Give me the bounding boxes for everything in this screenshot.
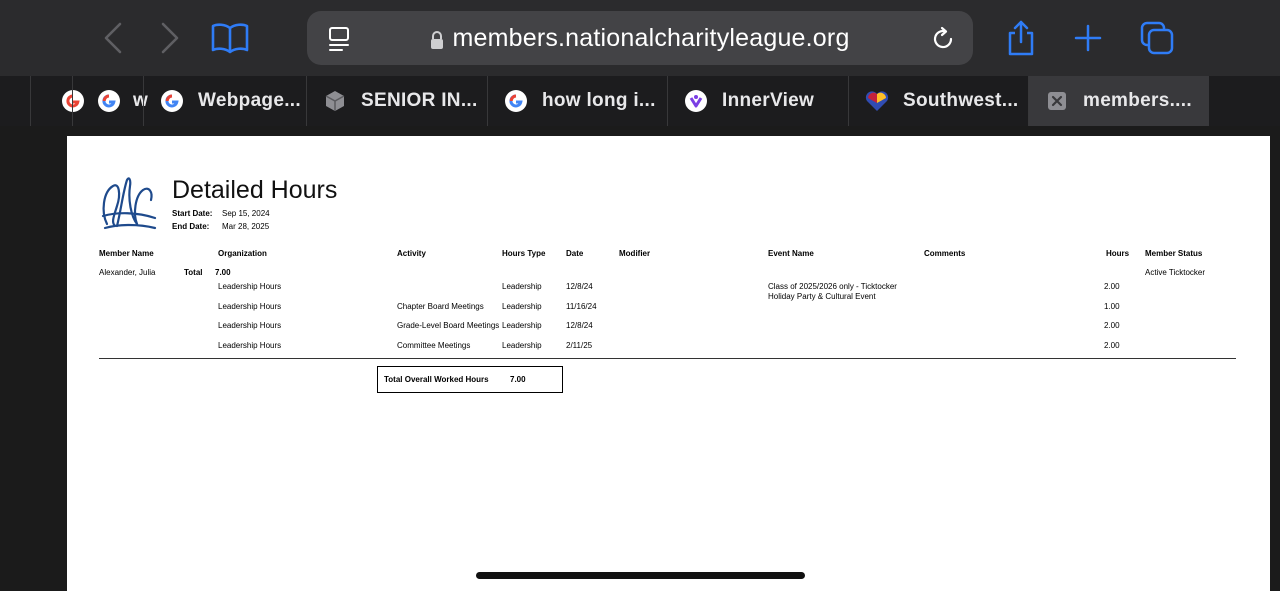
col-header-member-status: Member Status xyxy=(1145,249,1203,258)
tab-innerview[interactable] xyxy=(667,76,848,126)
overall-total-value: 7.00 xyxy=(510,375,526,384)
row-hours: 2.00 xyxy=(1104,341,1120,350)
back-button[interactable] xyxy=(95,20,131,56)
end-date-label: End Date: xyxy=(172,222,210,231)
col-header-comments: Comments xyxy=(924,249,966,258)
browser-toolbar xyxy=(0,0,1280,76)
table-divider xyxy=(99,358,1236,359)
share-icon xyxy=(1006,19,1036,57)
row-event-name-cont: Holiday Party & Cultural Event xyxy=(768,292,876,301)
book-icon xyxy=(210,22,250,54)
tab-how-long[interactable] xyxy=(487,76,667,126)
tab-label: SENIOR IN... xyxy=(361,90,478,111)
row-organization: Leadership Hours xyxy=(218,341,282,350)
row-event-name: Class of 2025/2026 only - Ticktocker xyxy=(768,282,897,291)
row-date: 12/8/24 xyxy=(566,282,593,291)
row-hours-type: Leadership xyxy=(502,321,542,330)
col-header-hours-type: Hours Type xyxy=(502,249,546,258)
url-display xyxy=(307,11,973,65)
google-icon xyxy=(97,89,121,113)
southwest-heart-icon xyxy=(865,89,889,113)
row-hours-type: Leadership xyxy=(502,282,542,291)
col-header-hours: Hours xyxy=(1106,249,1130,258)
row-organization: Leadership Hours xyxy=(218,302,282,311)
row-activity: Committee Meetings xyxy=(397,341,471,350)
member-total-label: Total xyxy=(184,268,203,277)
tab-google-2[interactable] xyxy=(72,76,149,126)
google-icon xyxy=(504,89,528,113)
plus-icon xyxy=(1073,23,1103,53)
chevron-right-icon xyxy=(159,21,181,55)
row-date: 2/11/25 xyxy=(566,341,593,350)
row-activity: Grade-Level Board Meetings xyxy=(397,321,500,330)
innerview-icon xyxy=(684,89,708,113)
report-document xyxy=(67,136,1270,591)
row-hours-type: Leadership xyxy=(502,341,542,350)
close-tab-icon[interactable] xyxy=(1045,89,1069,113)
end-date-value: Mar 28, 2025 xyxy=(222,222,270,231)
start-date-label: Start Date: xyxy=(172,209,213,218)
tab-label: Webpage... xyxy=(198,90,301,111)
tab-overview-button[interactable] xyxy=(1139,20,1175,56)
bookmarks-button[interactable] xyxy=(212,20,248,56)
col-header-event-name: Event Name xyxy=(768,249,814,258)
tab-label: how long i... xyxy=(542,90,656,111)
tab-senior-in[interactable] xyxy=(306,76,487,126)
chevron-left-icon xyxy=(102,21,124,55)
address-bar[interactable] xyxy=(307,11,973,65)
tab-southwest[interactable] xyxy=(848,76,1028,126)
row-organization: Leadership Hours xyxy=(218,321,282,330)
reload-icon[interactable] xyxy=(929,25,957,53)
row-date: 12/8/24 xyxy=(566,321,593,330)
home-indicator[interactable] xyxy=(476,572,805,579)
col-header-member-name: Member Name xyxy=(99,249,154,258)
row-hours: 2.00 xyxy=(1104,321,1120,330)
tab-overview-icon xyxy=(1139,20,1175,56)
tab-strip xyxy=(0,76,1280,126)
col-header-date: Date xyxy=(566,249,584,258)
row-hours-type: Leadership xyxy=(502,302,542,311)
cube-icon xyxy=(323,89,347,113)
col-header-activity: Activity xyxy=(397,249,426,258)
member-name: Alexander, Julia xyxy=(99,268,156,277)
tab-google-1[interactable] xyxy=(30,76,72,126)
overall-total-box xyxy=(377,366,563,393)
tab-label: w xyxy=(133,90,149,111)
tab-members[interactable] xyxy=(1028,76,1209,126)
url-text: members.nationalcharityleague.org xyxy=(452,23,850,52)
lock-icon xyxy=(430,28,444,48)
google-icon xyxy=(160,89,184,113)
row-hours: 2.00 xyxy=(1104,282,1120,291)
report-title: Detailed Hours xyxy=(172,176,338,204)
col-header-organization: Organization xyxy=(218,249,267,258)
ncl-logo-icon xyxy=(97,172,159,234)
tab-webpage[interactable] xyxy=(143,76,306,126)
forward-button[interactable] xyxy=(152,20,188,56)
start-date xyxy=(172,209,270,218)
member-total-value: 7.00 xyxy=(215,268,231,277)
start-date-value: Sep 15, 2024 xyxy=(222,209,270,218)
tab-label: Southwest... xyxy=(903,90,1019,111)
share-button[interactable] xyxy=(1003,20,1039,56)
row-organization: Leadership Hours xyxy=(218,282,282,291)
row-activity: Chapter Board Meetings xyxy=(397,302,484,311)
row-date: 11/16/24 xyxy=(566,302,597,311)
col-header-modifier: Modifier xyxy=(619,249,651,258)
tab-label: InnerView xyxy=(722,90,815,111)
overall-total-label: Total Overall Worked Hours xyxy=(384,375,489,384)
new-tab-button[interactable] xyxy=(1070,20,1106,56)
member-status: Active Ticktocker xyxy=(1145,268,1206,277)
row-hours: 1.00 xyxy=(1104,302,1120,311)
end-date xyxy=(172,222,269,231)
tab-label: members.... xyxy=(1083,90,1192,111)
